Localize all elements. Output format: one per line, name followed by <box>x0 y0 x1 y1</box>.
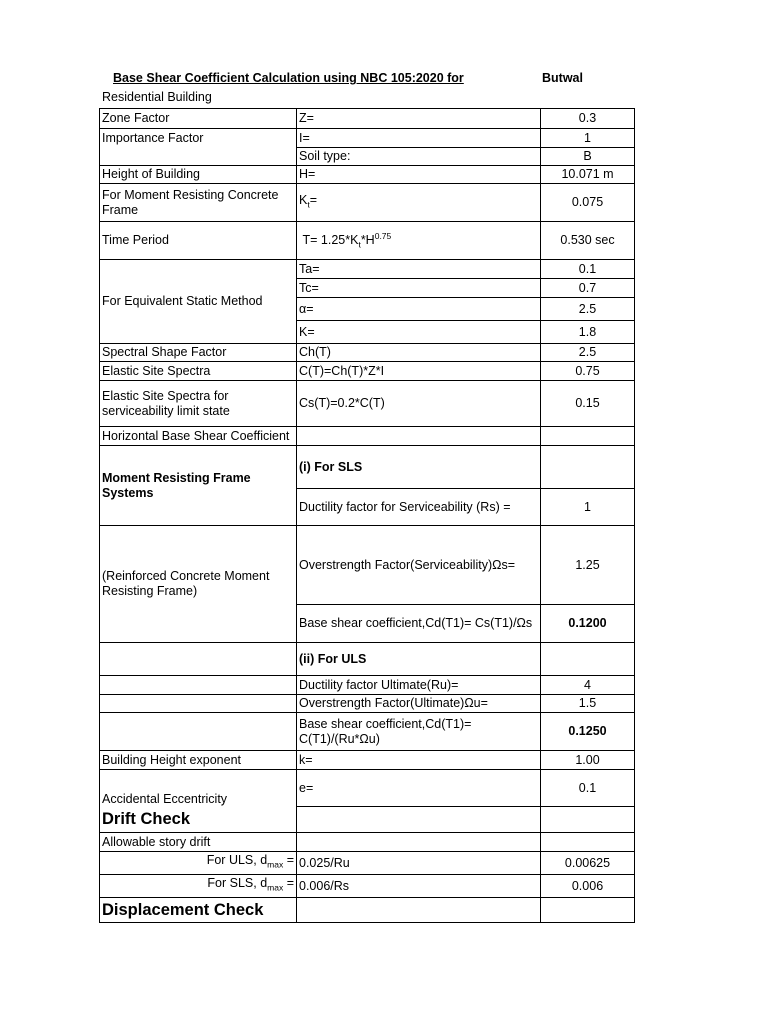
uls-drift-formula: 0.025/Ru <box>297 852 541 875</box>
height-value: 10.071 m <box>541 166 635 184</box>
time-period-formula: $T= 1.25*K_t*H^{0.75}$ <box>297 222 541 260</box>
tc-symbol: Tc= <box>297 279 541 298</box>
table-row <box>100 109 635 129</box>
base-shear-sls-symbol: Base shear coefficient,Cd(T1)= Cs(T1)/Ωs <box>297 605 541 643</box>
empty-cell <box>100 643 297 676</box>
moment-frame-label: For Moment Resisting Concrete Frame <box>100 184 297 222</box>
empty-cell <box>541 898 635 923</box>
k-symbol: K= <box>297 321 541 344</box>
table-row <box>100 676 635 695</box>
ta-value: 0.1 <box>541 260 635 279</box>
table-row <box>100 446 635 489</box>
base-shear-uls-symbol: Base shear coefficient,Cd(T1)= C(T1)/(Ru*Ωu) <box>297 713 541 751</box>
table-row <box>100 148 635 166</box>
sheet-title: Base Shear Coefficient Calculation using NBC 105:2020 for <box>113 71 464 85</box>
uls-drift-value: 0.00625 <box>541 852 635 875</box>
table-row <box>100 184 635 222</box>
tc-value: 0.7 <box>541 279 635 298</box>
soil-type-symbol: Soil type: <box>297 148 541 166</box>
empty-cell <box>297 427 541 446</box>
zone-factor-symbol: Z= <box>297 109 541 129</box>
height-label: Height of Building <box>100 166 297 184</box>
empty-cell <box>100 695 297 713</box>
table-row <box>100 526 635 605</box>
height-exponent-label: Building Height exponent <box>100 751 297 770</box>
eccentricity-label: Accidental Eccentricity <box>100 770 297 807</box>
importance-factor-label: Importance Factor <box>100 129 297 148</box>
time-period-label: Time Period <box>100 222 297 260</box>
empty-cell <box>100 676 297 695</box>
table-row <box>100 427 635 446</box>
height-symbol: H= <box>297 166 541 184</box>
elastic-symbol: C(T)=Ch(T)*Z*I <box>297 362 541 381</box>
table-row <box>100 875 635 898</box>
soil-type-value: B <box>541 148 635 166</box>
sls-heading: (i) For SLS <box>297 446 541 489</box>
sheet-subtitle: Residential Building <box>102 90 212 104</box>
overstrength-sls-symbol: Overstrength Factor(Serviceability)Ωs= <box>297 526 541 605</box>
drift-check-heading: Drift Check <box>100 807 297 833</box>
table-row <box>100 695 635 713</box>
table-row <box>100 166 635 184</box>
empty-cell <box>541 427 635 446</box>
kt-symbol: $K_t=$ <box>297 184 541 222</box>
displacement-check-heading: Displacement Check <box>100 898 297 923</box>
overstrength-uls-symbol: Overstrength Factor(Ultimate)Ωu= <box>297 695 541 713</box>
table-row <box>100 362 635 381</box>
base-shear-sls-value: 0.1200 <box>541 605 635 643</box>
ductility-uls-value: 4 <box>541 676 635 695</box>
height-exponent-symbol: k= <box>297 751 541 770</box>
mrf-label: Moment Resisting Frame Systems <box>100 446 297 526</box>
k-value: 1.8 <box>541 321 635 344</box>
spectral-symbol: Ch(T) <box>297 344 541 362</box>
empty-cell <box>297 833 541 852</box>
overstrength-sls-value: 1.25 <box>541 526 635 605</box>
sls-drift-formula: 0.006/Rs <box>297 875 541 898</box>
table-row <box>100 381 635 427</box>
table-row <box>100 898 635 923</box>
uls-heading: (ii) For ULS <box>297 643 541 676</box>
uls-drift-label: For ULS, $d_{max}$ = <box>100 852 297 875</box>
base-shear-uls-value: 0.1250 <box>541 713 635 751</box>
table-row <box>100 643 635 676</box>
table-row <box>100 751 635 770</box>
empty-cell <box>297 898 541 923</box>
sls-drift-value: 0.006 <box>541 875 635 898</box>
eccentricity-value: 0.1 <box>541 770 635 807</box>
ductility-uls-symbol: Ductility factor Ultimate(Ru)= <box>297 676 541 695</box>
ductility-sls-symbol: Ductility factor for Serviceability (Rs) = <box>297 489 541 526</box>
spectral-label: Spectral Shape Factor <box>100 344 297 362</box>
alpha-value: 2.5 <box>541 298 635 321</box>
rc-frame-label: (Reinforced Concrete Moment Resisting Frame) <box>100 526 297 643</box>
calculation-table <box>99 108 635 923</box>
overstrength-uls-value: 1.5 <box>541 695 635 713</box>
table-row <box>100 807 635 833</box>
elastic-sls-value: 0.15 <box>541 381 635 427</box>
ductility-sls-value: 1 <box>541 489 635 526</box>
empty-cell <box>297 807 541 833</box>
height-exponent-value: 1.00 <box>541 751 635 770</box>
horizontal-label: Horizontal Base Shear Coefficient <box>100 427 297 446</box>
empty-cell <box>541 446 635 489</box>
location-label: Butwal <box>542 71 583 85</box>
elastic-label: Elastic Site Spectra <box>100 362 297 381</box>
empty-cell <box>100 713 297 751</box>
table-row <box>100 260 635 279</box>
table-row <box>100 222 635 260</box>
empty-cell <box>541 807 635 833</box>
spectral-value: 2.5 <box>541 344 635 362</box>
table-row <box>100 344 635 362</box>
table-row <box>100 129 635 148</box>
empty-cell <box>541 833 635 852</box>
importance-factor-symbol: I= <box>297 129 541 148</box>
kt-value: 0.075 <box>541 184 635 222</box>
equivalent-static-label: For Equivalent Static Method <box>100 260 297 344</box>
empty-cell <box>541 643 635 676</box>
table-row <box>100 770 635 807</box>
ta-symbol: Ta= <box>297 260 541 279</box>
elastic-sls-label: Elastic Site Spectra for serviceability limit state <box>100 381 297 427</box>
zone-factor-label: Zone Factor <box>100 109 297 129</box>
sls-drift-label: For SLS, $d_{max}$ = <box>100 875 297 898</box>
allowable-drift-label: Allowable story drift <box>100 833 297 852</box>
elastic-value: 0.75 <box>541 362 635 381</box>
table-row <box>100 713 635 751</box>
alpha-symbol: α= <box>297 298 541 321</box>
soil-label-cell <box>100 148 297 166</box>
importance-factor-value: 1 <box>541 129 635 148</box>
elastic-sls-symbol: Cs(T)=0.2*C(T) <box>297 381 541 427</box>
time-period-value: 0.530 sec <box>541 222 635 260</box>
table-row <box>100 852 635 875</box>
zone-factor-value: 0.3 <box>541 109 635 129</box>
table-row <box>100 833 635 852</box>
eccentricity-symbol: e= <box>297 770 541 807</box>
